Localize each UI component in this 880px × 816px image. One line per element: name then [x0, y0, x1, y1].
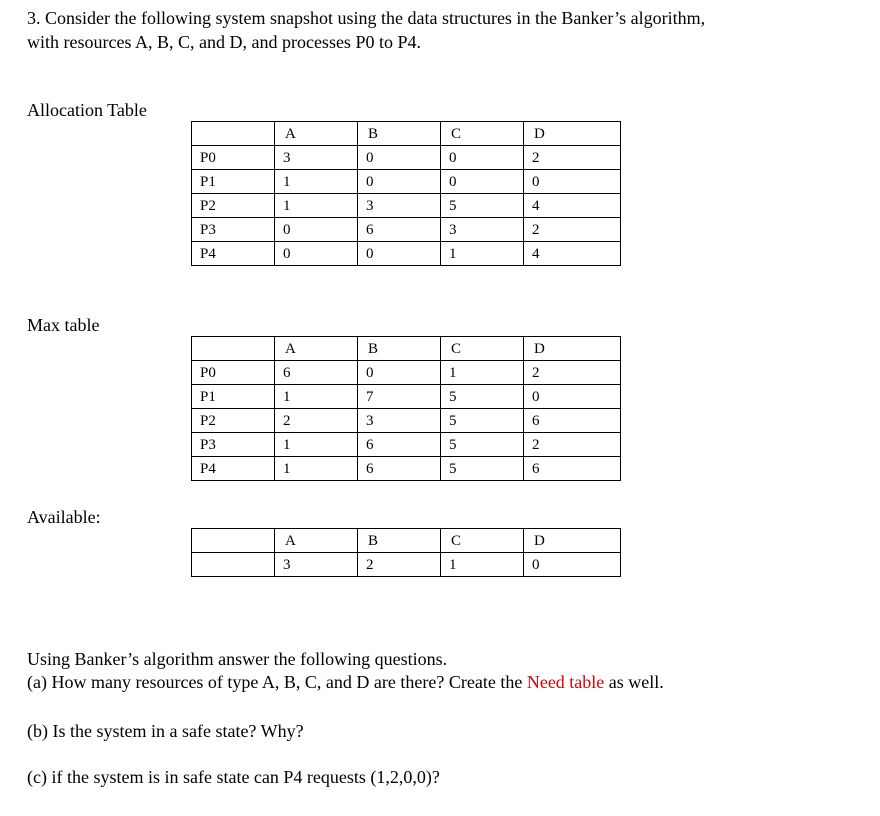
table-header-cell: D — [524, 337, 621, 361]
question-a-suffix: as well. — [604, 672, 664, 692]
table-cell: 1 — [441, 553, 524, 577]
process-cell: P0 — [192, 146, 275, 170]
need-table-highlight: Need table — [526, 672, 605, 692]
table-cell: 6 — [358, 457, 441, 481]
table-header-cell: A — [275, 122, 358, 146]
table-cell: 2 — [275, 409, 358, 433]
table-row — [192, 218, 621, 242]
table-cell: 6 — [275, 361, 358, 385]
table-row — [192, 242, 621, 266]
table-header-cell: C — [441, 529, 524, 553]
table-cell: 0 — [441, 170, 524, 194]
allocation-table-label: Allocation Table — [27, 100, 147, 120]
table-row — [192, 409, 621, 433]
process-cell: P4 — [192, 242, 275, 266]
table-cell: 0 — [441, 146, 524, 170]
available-label: Available: — [27, 507, 101, 527]
table-row — [192, 361, 621, 385]
question-line-2: with resources A, B, C, and D, and processes P0 to P4. — [27, 32, 421, 52]
table-cell: 3 — [275, 553, 358, 577]
table-cell: 1 — [275, 457, 358, 481]
table-cell: 0 — [358, 361, 441, 385]
table-row — [192, 457, 621, 481]
table-cell: 1 — [275, 170, 358, 194]
table-header-row — [192, 337, 621, 361]
table-cell: 0 — [524, 553, 621, 577]
table-cell — [192, 337, 275, 361]
table-row — [192, 385, 621, 409]
table-cell: 5 — [441, 385, 524, 409]
table-cell — [192, 529, 275, 553]
table-cell: 6 — [524, 409, 621, 433]
table-header-cell: C — [441, 122, 524, 146]
table-cell: 0 — [275, 218, 358, 242]
table-cell: 0 — [275, 242, 358, 266]
table-cell: 4 — [524, 194, 621, 218]
available-table — [191, 528, 621, 577]
table-cell: 3 — [358, 409, 441, 433]
table-cell: 2 — [524, 146, 621, 170]
max-table-label: Max table — [27, 315, 100, 335]
question-a-prefix: (a) How many resources of type A, B, C, and D are there? Create the — [27, 672, 527, 692]
table-cell: 0 — [358, 170, 441, 194]
table-cell: 6 — [524, 457, 621, 481]
table-cell: 5 — [441, 194, 524, 218]
question-c: (c) if the system is in safe state can P4 requests (1,2,0,0)? — [27, 767, 440, 787]
table-cell: 1 — [441, 242, 524, 266]
table-row — [192, 194, 621, 218]
process-cell: P3 — [192, 218, 275, 242]
table-cell: 0 — [524, 170, 621, 194]
table-header-cell: C — [441, 337, 524, 361]
table-cell: 3 — [441, 218, 524, 242]
process-cell: P3 — [192, 433, 275, 457]
table-cell: 6 — [358, 433, 441, 457]
table-header-cell: B — [358, 337, 441, 361]
table-cell: 1 — [441, 361, 524, 385]
table-cell: 1 — [275, 194, 358, 218]
instructions-intro: Using Banker’s algorithm answer the following questions. — [27, 649, 448, 669]
table-cell: 3 — [275, 146, 358, 170]
table-header-cell: B — [358, 122, 441, 146]
table-cell: 4 — [524, 242, 621, 266]
table-header-cell: B — [358, 529, 441, 553]
table-cell: 5 — [441, 433, 524, 457]
table-cell: 1 — [275, 385, 358, 409]
table-row — [192, 146, 621, 170]
question-text — [27, 6, 705, 54]
table-cell: 3 — [358, 194, 441, 218]
table-cell: 7 — [358, 385, 441, 409]
process-cell: P0 — [192, 361, 275, 385]
question-line-1: 3. Consider the following system snapshot using the data structures in the Banker’s algorithm, — [27, 8, 706, 28]
table-header-cell: D — [524, 529, 621, 553]
table-cell: 2 — [358, 553, 441, 577]
process-cell: P1 — [192, 385, 275, 409]
table-cell: 0 — [358, 242, 441, 266]
table-header-row — [192, 529, 621, 553]
table-cell: 0 — [524, 385, 621, 409]
allocation-table — [191, 121, 621, 266]
max-table-body — [192, 337, 621, 481]
allocation-table-body — [192, 122, 621, 266]
table-cell — [192, 122, 275, 146]
table-cell: 2 — [524, 361, 621, 385]
available-table-body — [192, 529, 621, 577]
question-a — [27, 671, 664, 694]
table-header-cell: A — [275, 529, 358, 553]
process-cell: P2 — [192, 409, 275, 433]
table-row — [192, 553, 621, 577]
table-header-cell: D — [524, 122, 621, 146]
table-cell: 6 — [358, 218, 441, 242]
table-row — [192, 170, 621, 194]
table-cell: 1 — [275, 433, 358, 457]
table-cell: 2 — [524, 433, 621, 457]
process-cell: P1 — [192, 170, 275, 194]
question-b: (b) Is the system in a safe state? Why? — [27, 721, 304, 741]
table-cell: 0 — [358, 146, 441, 170]
table-header-cell: A — [275, 337, 358, 361]
table-cell — [192, 553, 275, 577]
table-header-row — [192, 122, 621, 146]
table-cell: 5 — [441, 409, 524, 433]
process-cell: P4 — [192, 457, 275, 481]
max-table — [191, 336, 621, 481]
process-cell: P2 — [192, 194, 275, 218]
table-cell: 5 — [441, 457, 524, 481]
table-cell: 2 — [524, 218, 621, 242]
table-row — [192, 433, 621, 457]
